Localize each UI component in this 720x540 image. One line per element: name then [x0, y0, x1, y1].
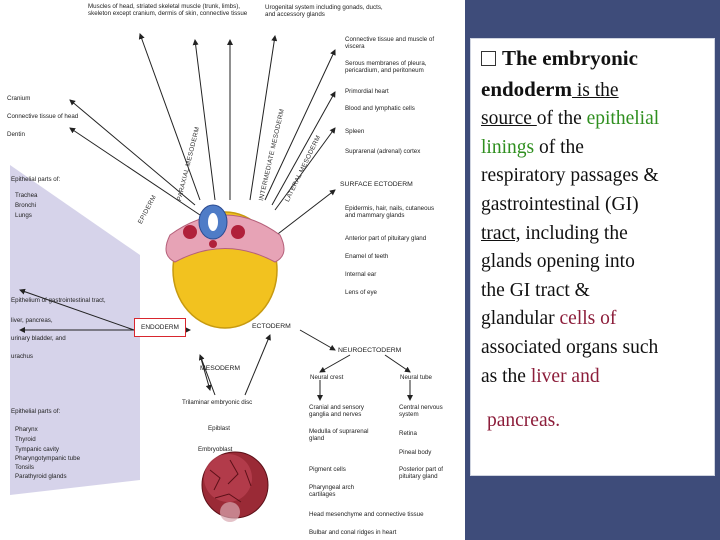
- figure-label-adrenal-cortex: Suprarenal (adrenal) cortex: [345, 148, 421, 155]
- text-linings: linings: [481, 136, 535, 158]
- figure-label-surface-ectoderm: SURFACE ECTODERM: [340, 181, 413, 188]
- text-gi-tract: the GI tract &: [481, 279, 590, 301]
- text-as-the: as the: [481, 365, 531, 387]
- figure-label-internal-ear: Internal ear: [345, 271, 377, 278]
- text-associated: associated organs such: [481, 336, 659, 358]
- text-glandular: glandular: [481, 308, 560, 330]
- figure-label-bronchi: Bronchi: [15, 202, 36, 209]
- square-bullet-icon: [481, 51, 496, 66]
- figure-label-retina: Retina: [399, 430, 417, 437]
- text-of-the-2: of the: [534, 136, 584, 158]
- figure-label-thyroid: Thyroid: [15, 436, 36, 443]
- figure-label-neural-crest: Neural crest: [310, 374, 344, 381]
- text-tract: tract,: [481, 222, 521, 244]
- text-including: including the: [520, 222, 628, 244]
- figure-label-blood: Blood and lymphatic cells: [345, 105, 415, 112]
- figure-label-dentin: Dentin: [7, 131, 25, 138]
- figure-label-paraxial-mesoderm: PARAXIAL MESODERM: [176, 125, 202, 202]
- figure-label-mesoderm: MESODERM: [200, 365, 241, 372]
- figure-label-tympanic: Tympanic cavity: [15, 446, 60, 453]
- figure-label-epiblast: Epiblast: [208, 425, 231, 432]
- figure-label-heart: Primordial heart: [345, 88, 389, 95]
- text-cells-of: cells of: [559, 308, 617, 330]
- figure-label-cranium: Cranium: [7, 95, 31, 102]
- figure-label-lateral-mesoderm: LATERAL MESODERM: [284, 134, 323, 204]
- figure-label-lungs: Lungs: [15, 212, 32, 219]
- figure-label-cranial-ganglia: Cranial and sensory ganglia and nerves: [309, 404, 365, 419]
- text-liver-and: liver and: [530, 365, 600, 387]
- figure-label-enamel: Enamel of teeth: [345, 253, 389, 260]
- figure-label-pharynx: Pharynx: [15, 426, 38, 433]
- figure-label-intermediate-mesoderm: INTERMEDIATE MESODERM: [258, 108, 287, 202]
- figure-label-pituitary-anterior: Anterior part of pituitary gland: [345, 235, 427, 242]
- text-source: source: [481, 108, 537, 130]
- figure-label-epithelial-parts-2: Epithelial parts of:: [11, 408, 61, 415]
- figure-label-bulbar-ridges: Bulbar and conal ridges in heart: [309, 529, 397, 536]
- figure-label-neural-tube: Neural tube: [400, 374, 432, 381]
- text-respiratory: respiratory passages &: [481, 165, 659, 187]
- figure-label-parathyroid: Parathyroid glands: [15, 473, 67, 480]
- text-epithelial: epithelial: [586, 108, 660, 130]
- figure-label-bladder: urinary bladder, and: [11, 335, 66, 342]
- figure-label-trilaminar: Trilaminar embryonic disc: [182, 399, 253, 406]
- figure-label-pharyngotympanic: Pharyngotympanic tube: [15, 455, 81, 462]
- figure-label-epithelial-parts-1: Epithelial parts of:: [11, 176, 61, 183]
- figure-label-trachea: Trachea: [15, 192, 38, 199]
- figure-label-pharyngeal-cartilages: Pharyngeal arch cartilages: [309, 484, 355, 499]
- figure-label-pineal: Pineal body: [399, 449, 432, 456]
- figure-label-cns: Central nervous system: [399, 404, 443, 419]
- text-pancreas: pancreas.: [487, 410, 561, 432]
- figure-label-tonsils: Tonsils: [15, 464, 34, 471]
- figure-label-gi-epithelium: Epithelium of gastrointestinal tract,: [11, 297, 106, 304]
- figure-top-left-label: Muscles of head, striated skeletal muscle (trunk, limbs), skeleton except cranium, dermis of skin, connective tissue: [88, 3, 248, 18]
- figure-label-liver-pancreas: liver, pancreas,: [11, 317, 53, 324]
- figure-label-adrenal-medulla: Medulla of suprarenal gland: [309, 428, 369, 443]
- figure-top-right-label: Urogenital system including gonads, ducts, and accessory glands: [265, 4, 383, 19]
- figure-label-urachus: urachus: [11, 353, 34, 360]
- blastocyst-image: [202, 452, 268, 522]
- slide-body-text: [481, 44, 709, 436]
- figure-label-neuroectoderm: NEUROECTODERM: [338, 347, 402, 354]
- figure-label-epidermis: Epidermis, hair, nails, cutaneous and mammary glands: [345, 205, 435, 220]
- figure-label-pigment-cells: Pigment cells: [309, 466, 346, 473]
- figure-label-ectoderm: ECTODERM: [252, 323, 291, 330]
- text-of-the-1: of the: [536, 108, 587, 130]
- text-gi: gastrointestinal (GI): [481, 193, 639, 215]
- figure-label-posterior-pituitary: Posterior part of pituitary gland: [399, 466, 444, 481]
- heading-line-1: The embryonic: [502, 46, 638, 70]
- endoderm-box: ENDODERM: [134, 318, 186, 337]
- figure-label-spleen: Spleen: [345, 128, 365, 135]
- text-glands: glands opening into: [481, 251, 635, 273]
- figure-label-visceral-muscle: Connective tissue and muscle of viscera: [345, 36, 435, 51]
- figure-label-lens: Lens of eye: [345, 289, 377, 296]
- text-is-the: is the: [572, 79, 619, 101]
- figure-label-embryoblast: Embryoblast: [198, 446, 233, 453]
- figure-label-serous-membranes: Serous membranes of pleura, pericardium, and peritoneum: [345, 60, 427, 75]
- figure-label-epiderm-arm: EPIDERM: [137, 193, 159, 226]
- figure-label-head-mesenchyme: Head mesenchyme and connective tissue: [309, 511, 424, 518]
- figure-label-connective-head: Connective tissue of head: [7, 113, 79, 120]
- heading-endoderm: endoderm: [481, 76, 572, 101]
